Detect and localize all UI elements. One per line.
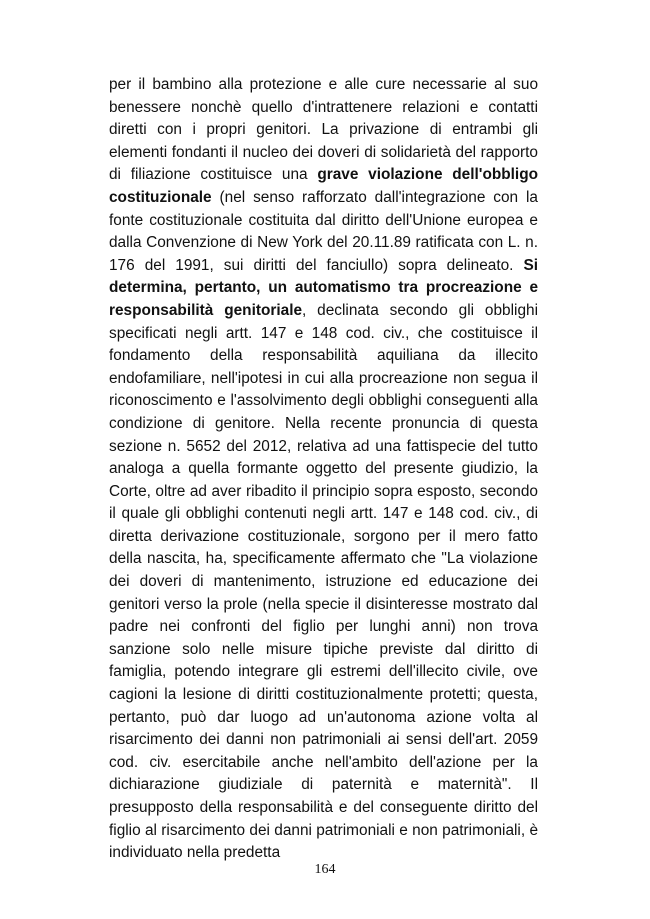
bold-text-run: grave violazione dell'obbligo costituzionale bbox=[109, 166, 538, 206]
text-run: , declinata secondo gli obblighi specificati negli artt. 147 e 148 cod. civ., che costituisce il fondamento della responsabilità aquiliana da illecito endofamiliare, nell'ipotesi in cui alla procreazione non segua il riconoscimento e l'assolvimento degli obblighi conseguenti alla condizione di genitore. Nella recente pronuncia di questa sezione n. 5652 del 2012, relativa ad una fattispecie del tutto analoga a quella formante oggetto del presente giudizio, la Corte, oltre ad aver ribadito il principio sopra esposto, secondo il quale gli obblighi contenuti negli artt. 147 e 148 cod. civ., di diretta derivazione costituzionale, sorgono per il mero fatto della nascita, ha, specificamente affermato che "La violazione dei doveri di mantenimento, istruzione ed educazione dei genitori verso la prole (nella specie il disinteresse mostrato dal padre nei confronti del figlio per lunghi anni) non trova sanzione solo nelle misure tipiche previste dal diritto di famiglia, potendo integrare gli estremi dell'illecito civile, ove cagioni la lesione di diritti costituzionalmente protetti; questa, pertanto, può dar luogo ad un'autonoma azione volta al risarcimento dei danni non patrimoniali ai sensi dell'art. 2059 cod. civ. esercitabile anche nell'ambito dell'azione per la dichiarazione giudiziale di paternità e maternità". Il presupposto della responsabilità e del conseguente diritto del figlio al risarcimento dei danni patrimoniali e non patrimoniali, è individuato nella predetta bbox=[109, 301, 538, 862]
body-paragraph bbox=[109, 74, 538, 865]
bold-text-run: Si determina, pertanto, un automatismo tra procreazione e responsabilità genitoriale bbox=[109, 256, 538, 319]
text-run: (nel senso rafforzato dall'integrazione con la fonte costituzionale costituita dal diritto dell'Unione europea e dalla Convenzione di New York del 20.11.89 ratificata con L. n. 176 del 1991, sui diritti del fanciullo) sopra delineato. bbox=[109, 188, 538, 274]
text-run: per il bambino alla protezione e alle cure necessarie al suo benessere nonchè quello d'intrattenere relazioni e contatti diretti con i propri genitori. La privazione di entrambi gli elementi fondanti il nucleo dei doveri di solidarietà del rapporto di filiazione costituisce una bbox=[109, 76, 538, 184]
page-number: 164 bbox=[314, 862, 336, 877]
